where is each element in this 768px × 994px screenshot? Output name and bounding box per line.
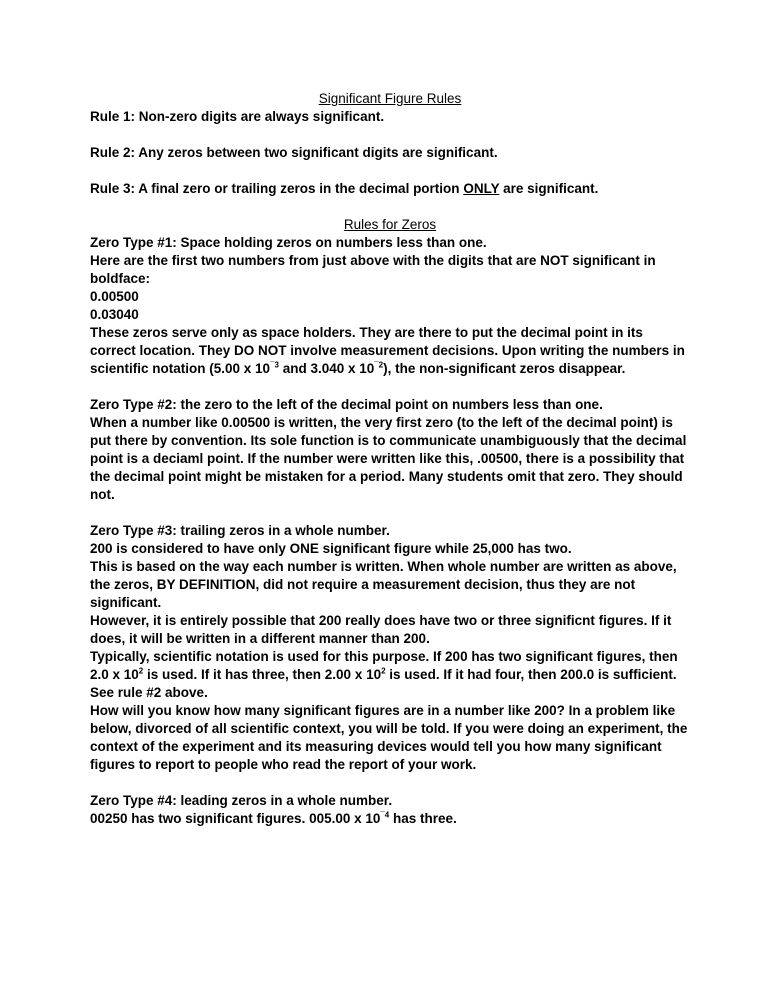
rule-1: Rule 1: Non-zero digits are always significant.: [90, 109, 385, 124]
explanation-text: is used. If it has three, then 2.00 x 10: [143, 667, 382, 682]
explanation-text: These zeros serve only as space holders. They are there to put the decimal point in its correct location. They DO NOT involve measurement decisions. Upon writing the numbers in scientific notation (5.00 x 10: [90, 325, 685, 376]
document-body: [90, 90, 690, 828]
explanation-text: 00250 has two significant figures. 005.00 x 10: [90, 811, 381, 826]
explanation-text: Typically, scientific notation is used for this purpose. If 200 has two significant figures, then 2.0 x 10: [90, 649, 678, 682]
zero-type-4-heading: Zero Type #4: leading zeros in a whole number.: [90, 793, 393, 808]
rule-3-text-end: are significant.: [499, 181, 599, 196]
zero-type-1-intro: Here are the first two numbers from just above with the digits that are NOT significant in boldface:: [90, 253, 656, 286]
zero-type-3-line-1: 200 is considered to have only ONE significant figure while 25,000 has two.: [90, 541, 572, 556]
zero-type-1-explanation: [90, 324, 690, 378]
exponent: 2: [381, 666, 386, 676]
page-title: Significant Figure Rules: [318, 91, 462, 106]
explanation-text: has three.: [389, 811, 457, 826]
exponent: ¯3: [270, 360, 279, 370]
explanation-text: ), the non-significant zeros disappear.: [383, 361, 626, 376]
explanation-text: and 3.040 x 10: [278, 361, 375, 376]
zero-type-2-body: When a number like 0.00500 is written, the very first zero (to the left of the decimal point) is put there by convention. Its sole function is to communicate unambiguously that the decimal point is a deciaml point. If the number were written like this, .00500, there is a possibility that the decimal point might be mistaken for a period. Many students omit that zero. They should not.: [90, 415, 687, 502]
rule-3-text: Rule 3: A final zero or trailing zeros in the decimal portion: [90, 181, 464, 196]
zero-type-3-line-2: This is based on the way each number is written. When whole number are written as above, the zeros, BY DEFINITION, did not require a measurement decision, thus they are not significant.: [90, 559, 677, 610]
zero-type-3-heading: Zero Type #3: trailing zeros in a whole number.: [90, 523, 390, 538]
zero-type-1-heading: Zero Type #1: Space holding zeros on numbers less than one.: [90, 235, 487, 250]
rule-3: [90, 180, 690, 198]
exponent: ¯2: [374, 360, 384, 370]
zero-type-4-body: [90, 810, 690, 828]
zero-type-3-line-5: How will you know how many significant figures are in a number like 200? In a problem like below, divorced of all scientific context, you will be told. If you were doing an experiment, the context of the experiment and its measuring devices would tell you how many significant figures to report to people who read the report of your work.: [90, 703, 688, 772]
zero-type-3-line-3: However, it is entirely possible that 200 really does have two or three significnt figures. If it does, it will be written in a different manner than 200.: [90, 613, 672, 646]
example-number-2: 0.03040: [90, 307, 139, 322]
exponent: ¯4: [380, 810, 390, 820]
zero-type-2-heading: Zero Type #2: the zero to the left of the decimal point on numbers less than one.: [90, 397, 603, 412]
exponent: 2: [138, 666, 144, 676]
example-number-1: 0.00500: [90, 289, 139, 304]
explanation-text: is used. If it had four, then 200.0 is sufficient. See rule #2 above.: [90, 667, 677, 700]
section-heading-zeros: Rules for Zeros: [343, 217, 437, 232]
rule-3-emphasis: ONLY: [463, 181, 500, 196]
zero-type-3-line-4: [90, 648, 690, 702]
rule-2: Rule 2: Any zeros between two significant digits are significant.: [90, 145, 498, 160]
